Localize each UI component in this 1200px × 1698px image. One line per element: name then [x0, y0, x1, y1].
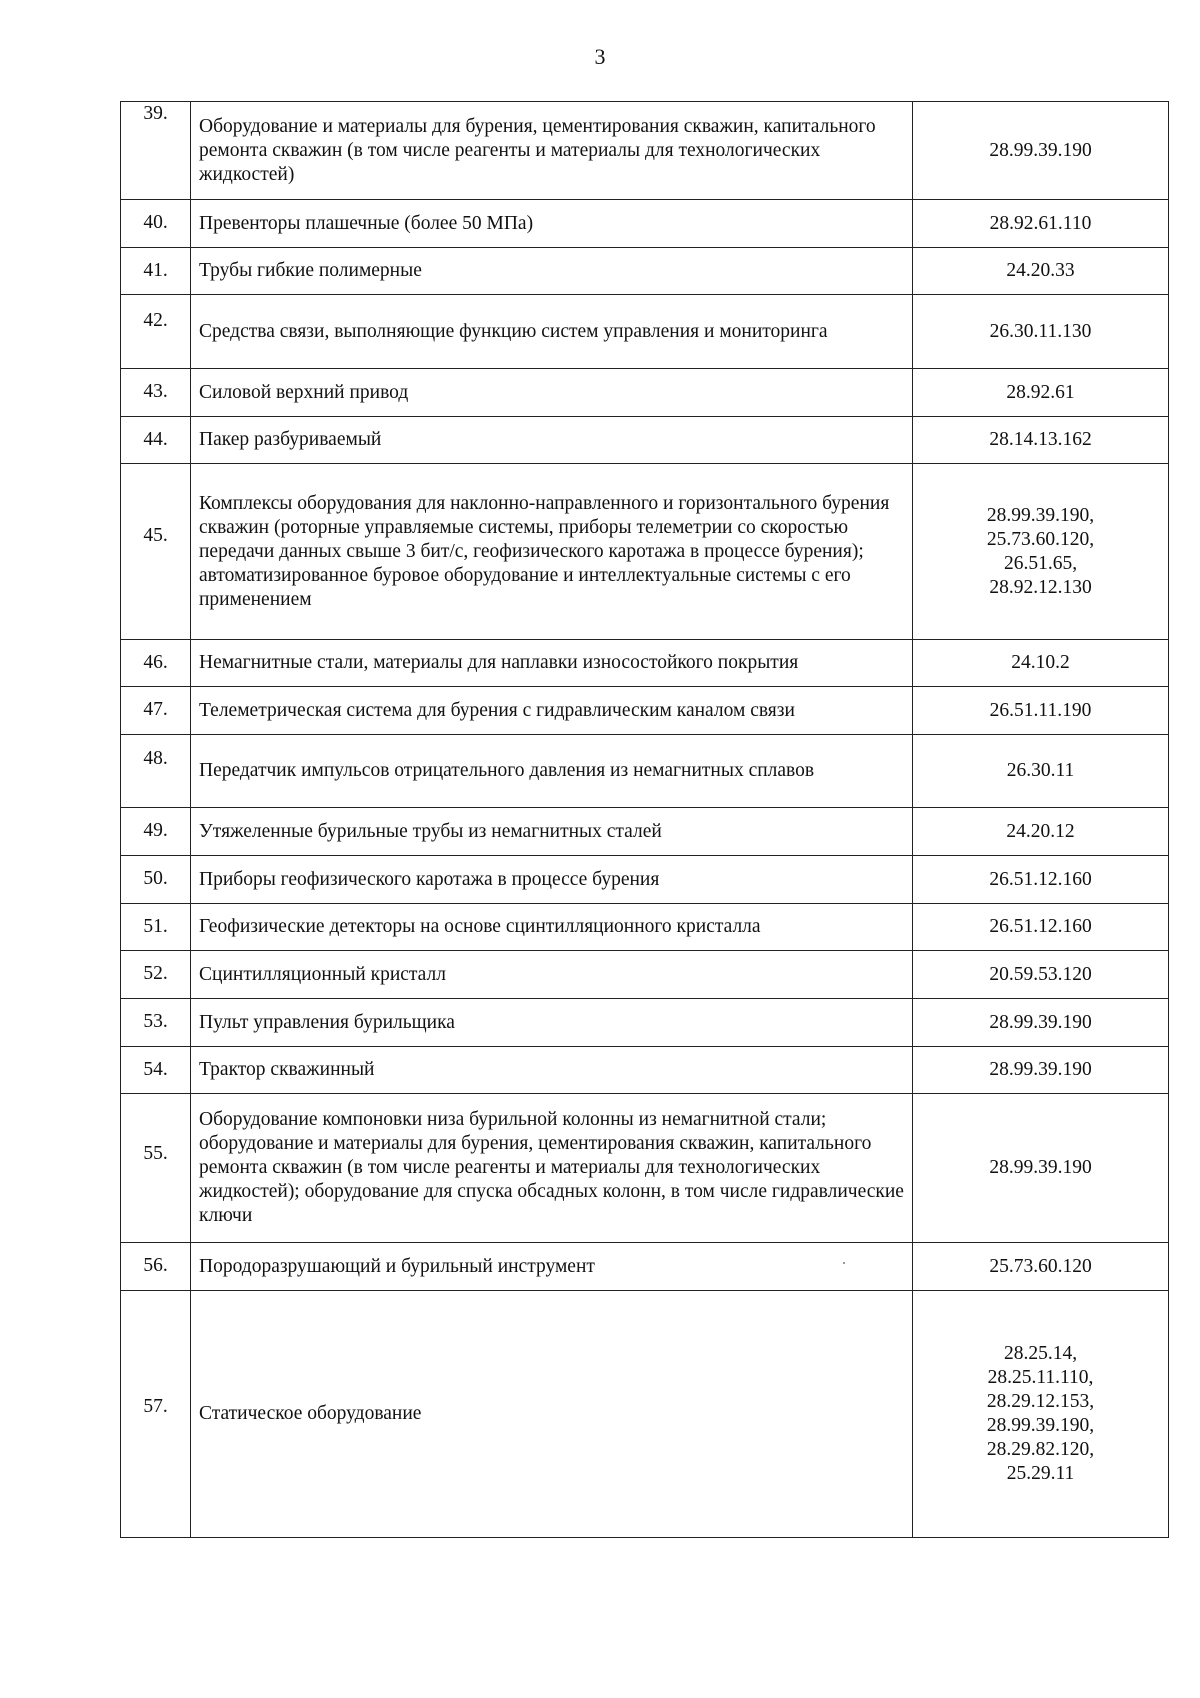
code-value: 26.51.12.160	[989, 868, 1092, 890]
table-row	[121, 1243, 1169, 1291]
row-number: 52.	[121, 951, 191, 999]
okpd-code	[913, 417, 1169, 464]
item-name: Комплексы оборудования для наклонно-направленного и горизонтального бурения скважин (роторные управляемые системы, приборы телеметрии со скоростью передачи данных свыше 3 бит/с, геофизического каротажа в процессе бурения); автоматизированное буровое оборудование и интеллектуальные системы с его применением	[191, 464, 913, 640]
row-number: 44.	[121, 417, 191, 464]
item-name: Утяжеленные бурильные трубы из немагнитных сталей	[191, 808, 913, 856]
okpd-code	[913, 369, 1169, 417]
row-number: 47.	[121, 687, 191, 735]
okpd-code	[913, 904, 1169, 951]
code-list	[921, 259, 1160, 283]
code-list	[921, 1255, 1160, 1279]
row-number: 53.	[121, 999, 191, 1047]
table-row	[121, 640, 1169, 687]
code-value: 26.51.12.160	[989, 916, 1092, 937]
page-number: 3	[594, 44, 606, 69]
table-row	[121, 248, 1169, 295]
okpd-code	[913, 1047, 1169, 1094]
code-value: 28.99.39.190	[989, 139, 1092, 161]
table-row	[121, 369, 1169, 417]
table-row	[121, 1291, 1169, 1538]
okpd-code	[913, 102, 1169, 200]
item-name: Телеметрическая система для бурения с гидравлическим каналом связи	[191, 687, 913, 735]
code-list	[921, 651, 1160, 675]
code-value: 28.29.12.153,	[986, 1391, 1095, 1412]
code-value: 28.92.61	[1006, 381, 1075, 403]
code-list	[921, 699, 1160, 723]
table-row	[121, 1047, 1169, 1094]
code-value: 20.59.53.120	[989, 963, 1092, 985]
item-name: Превенторы плашечные (более 50 МПа)	[191, 200, 913, 248]
code-value: 28.14.13.162	[989, 429, 1092, 450]
code-value: 28.99.39.190,	[986, 1415, 1095, 1436]
code-list	[921, 381, 1160, 405]
code-value: 24.20.33	[1006, 260, 1075, 281]
item-name: Силовой верхний привод	[191, 369, 913, 417]
code-value: 28.99.39.190	[989, 1157, 1092, 1178]
code-value: 26.30.11.130	[989, 320, 1092, 342]
table-row	[121, 1094, 1169, 1243]
row-number: 46.	[121, 640, 191, 687]
okpd-code	[913, 856, 1169, 904]
table-row	[121, 102, 1169, 200]
table-row	[121, 808, 1169, 856]
code-value: 25.73.60.120	[989, 1255, 1092, 1277]
code-value: 26.51.11.190	[989, 699, 1092, 721]
code-list	[921, 915, 1160, 939]
row-number: 45.	[121, 464, 191, 640]
code-value: 28.99.39.190,	[986, 504, 1095, 526]
okpd-code	[913, 808, 1169, 856]
item-name: Средства связи, выполняющие функцию систем управления и мониторинга	[191, 295, 913, 369]
item-name: Трубы гибкие полимерные	[191, 248, 913, 295]
okpd-code	[913, 248, 1169, 295]
code-value: 25.29.11	[1006, 1463, 1075, 1484]
okpd-code	[913, 735, 1169, 808]
code-value: 24.10.2	[1011, 652, 1070, 673]
item-name: Трактор скважинный	[191, 1047, 913, 1094]
row-number: 40.	[121, 200, 191, 248]
code-list	[921, 1342, 1160, 1486]
code-list	[921, 1058, 1160, 1082]
equipment-table	[120, 101, 1169, 1538]
table-body	[121, 102, 1169, 1538]
item-name: Передатчик импульсов отрицательного давления из немагнитных сплавов	[191, 735, 913, 808]
table-row	[121, 687, 1169, 735]
item-name: Пакер разбуриваемый	[191, 417, 913, 464]
row-number: 49.	[121, 808, 191, 856]
row-number: 55.	[121, 1094, 191, 1243]
code-list	[921, 504, 1160, 600]
item-name: Породоразрушающий и бурильный инструмент	[191, 1243, 913, 1291]
table-row	[121, 200, 1169, 248]
item-name: Геофизические детекторы на основе сцинтилляционного кристалла	[191, 904, 913, 951]
okpd-code	[913, 1243, 1169, 1291]
item-name: Сцинтилляционный кристалл	[191, 951, 913, 999]
row-number: 48.	[121, 735, 191, 808]
item-name: Приборы геофизического каротажа в процессе бурения	[191, 856, 913, 904]
code-value: 24.20.12	[1006, 820, 1075, 842]
code-value: 26.30.11	[1006, 760, 1075, 781]
row-number: 56.	[121, 1243, 191, 1291]
code-value: 25.73.60.120,	[986, 528, 1095, 550]
okpd-code	[913, 1291, 1169, 1538]
table-row	[121, 735, 1169, 808]
okpd-code	[913, 464, 1169, 640]
code-value: 28.29.82.120,	[986, 1439, 1095, 1460]
scan-speck	[843, 1262, 845, 1264]
code-value: 28.25.11.110,	[987, 1367, 1094, 1388]
code-value: 28.92.61.110	[989, 212, 1092, 234]
row-number: 54.	[121, 1047, 191, 1094]
code-value: 28.25.14,	[1003, 1343, 1078, 1364]
row-number: 42.	[121, 295, 191, 369]
table-row	[121, 999, 1169, 1047]
okpd-code	[913, 687, 1169, 735]
code-value: 28.99.39.190	[989, 1011, 1092, 1033]
row-number: 50.	[121, 856, 191, 904]
table-row	[121, 904, 1169, 951]
okpd-code	[913, 951, 1169, 999]
code-list	[921, 428, 1160, 452]
item-name: Оборудование компоновки низа бурильной колонны из немагнитной стали; оборудование и материалы для бурения, цементирования скважин, капитального ремонта скважин (в том числе реагенты и материалы для технологических жидкостей); оборудование для спуска обсадных колонн, в том числе гидравлические ключи	[191, 1094, 913, 1243]
table-row	[121, 464, 1169, 640]
okpd-code	[913, 200, 1169, 248]
row-number: 41.	[121, 248, 191, 295]
code-list	[921, 212, 1160, 236]
code-list	[921, 139, 1160, 163]
code-value: 26.51.65,	[1003, 552, 1078, 574]
row-number: 39.	[121, 102, 191, 200]
okpd-code	[913, 999, 1169, 1047]
table-row	[121, 417, 1169, 464]
code-list	[921, 963, 1160, 987]
table-row	[121, 856, 1169, 904]
okpd-code	[913, 640, 1169, 687]
table-row	[121, 295, 1169, 369]
table-row	[121, 951, 1169, 999]
okpd-code	[913, 1094, 1169, 1243]
code-value: 28.99.39.190	[989, 1059, 1092, 1080]
code-value: 28.92.12.130	[989, 576, 1092, 598]
row-number: 57.	[121, 1291, 191, 1538]
item-name: Оборудование и материалы для бурения, цементирования скважин, капитального ремонта скважин (в том числе реагенты и материалы для технологических жидкостей)	[191, 102, 913, 200]
code-list	[921, 759, 1160, 783]
row-number: 43.	[121, 369, 191, 417]
item-name: Пульт управления бурильщика	[191, 999, 913, 1047]
okpd-code	[913, 295, 1169, 369]
code-list	[921, 1011, 1160, 1035]
row-number: 51.	[121, 904, 191, 951]
item-name: Статическое оборудование	[191, 1291, 913, 1538]
item-name: Немагнитные стали, материалы для наплавки износостойкого покрытия	[191, 640, 913, 687]
code-list	[921, 320, 1160, 344]
code-list	[921, 820, 1160, 844]
code-list	[921, 1156, 1160, 1180]
code-list	[921, 868, 1160, 892]
